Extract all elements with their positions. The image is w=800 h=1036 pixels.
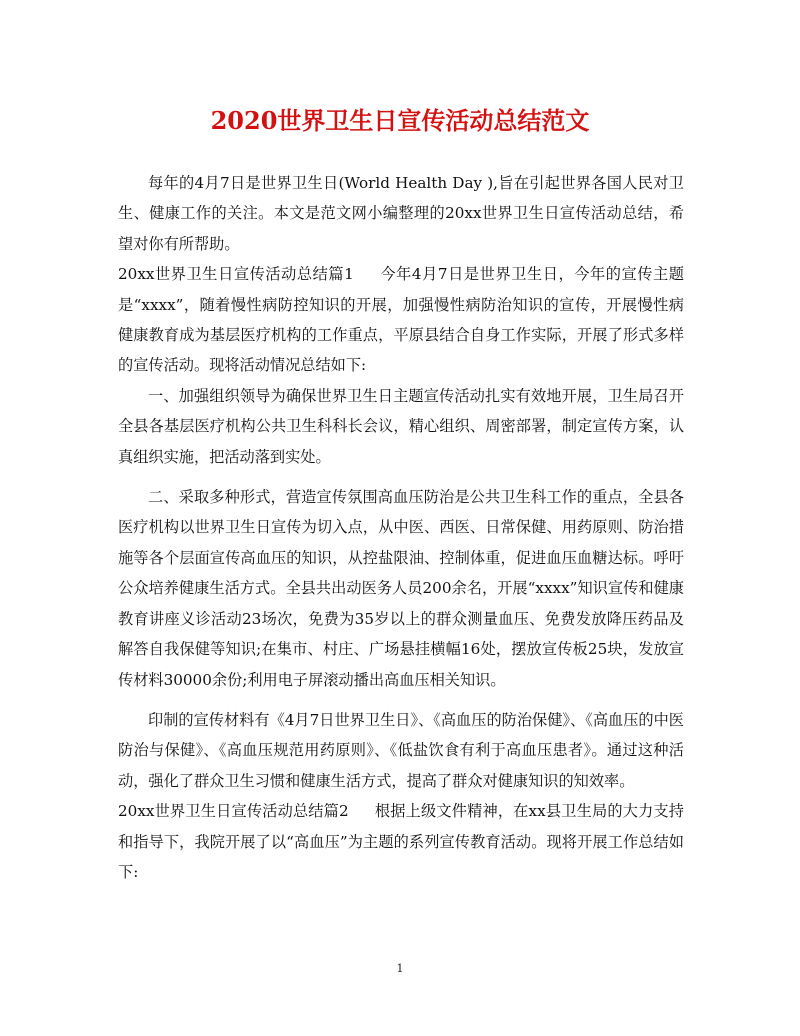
materials-paragraph: 印制的宣传材料有《4月7日世界卫生日》、《高血压的防治保健》、《高血压的中医防治与保健》、《高血压规范用药原则》、《低盐饮食有利于高血压患者》。通过这种活动，强化了群众卫生习惯和健康生活方式，提高了群众对健康知识的知效率。 xyxy=(118,710,684,790)
page-number: 1 xyxy=(396,962,404,975)
activities-paragraph: 二、采取多种形式，营造宣传氛围高血压防治是公共卫生科工作的重点，全县各医疗机构以世界卫生日宣传为切入点，从中医、西医、日常保健、用药原则、防治措施等各个层面宣传高血压的知识，从控盐限油、控制体重，促进血压血糖达标。呼吁公众培养健康生活方式。全县共出动医务人员200余名，开展“xxxx”知识宣传和健康教育讲座义诊活动23场次，免费为35岁以上的群众测量血压、免费发放降压药品及解答自我保健等知识;在集市、村庄、广场悬挂横幅16处，摆放宣传板25块，发放宣传材料30000余份;利用电子屏滚动播出高血压相关知识。 xyxy=(118,488,684,689)
section-2-heading: 20xx世界卫生日宣传活动总结篇2 xyxy=(118,802,349,821)
section-1-text: 今年4月7日是世界卫生日，今年的宣传主题是“xxxx”，随着慢性病防控知识的开展，加强慢性病防治知识的宣传，开展慢性病健康教育成为基层医疗机构的工作重点，平原县结合自身工作实际，开展了形式多样的宣传活动。现将活动情况总结如下: xyxy=(118,265,684,375)
document-title: 2020世界卫生日宣传活动总结范文 xyxy=(210,106,590,135)
organization-paragraph: 一、加强组织领导为确保世界卫生日主题宣传活动扎实有效地开展，卫生局召开全县各基层医疗机构公共卫生科科长会议，精心组织、周密部署，制定宣传方案，认真组织实施，把活动落到实处。 xyxy=(118,386,684,466)
section-2-paragraph xyxy=(118,796,684,887)
intro-paragraph: 每年的4月7日是世界卫生日(World Health Day ),旨在引起世界各国人民对卫生、健康工作的关注。本文是范文网小编整理的20xx世界卫生日宣传活动总结，希望对你有所帮助。 xyxy=(118,174,684,253)
section-1-heading: 20xx世界卫生日宣传活动总结篇1 xyxy=(118,265,354,284)
section-2-text: 根据上级文件精神，在xx县卫生局的大力支持和指导下，我院开展了以“高血压”为主题的系列宣传教育活动。现将开展工作总结如下: xyxy=(118,802,684,881)
section-1-paragraph xyxy=(118,259,684,381)
document-body xyxy=(118,168,684,887)
